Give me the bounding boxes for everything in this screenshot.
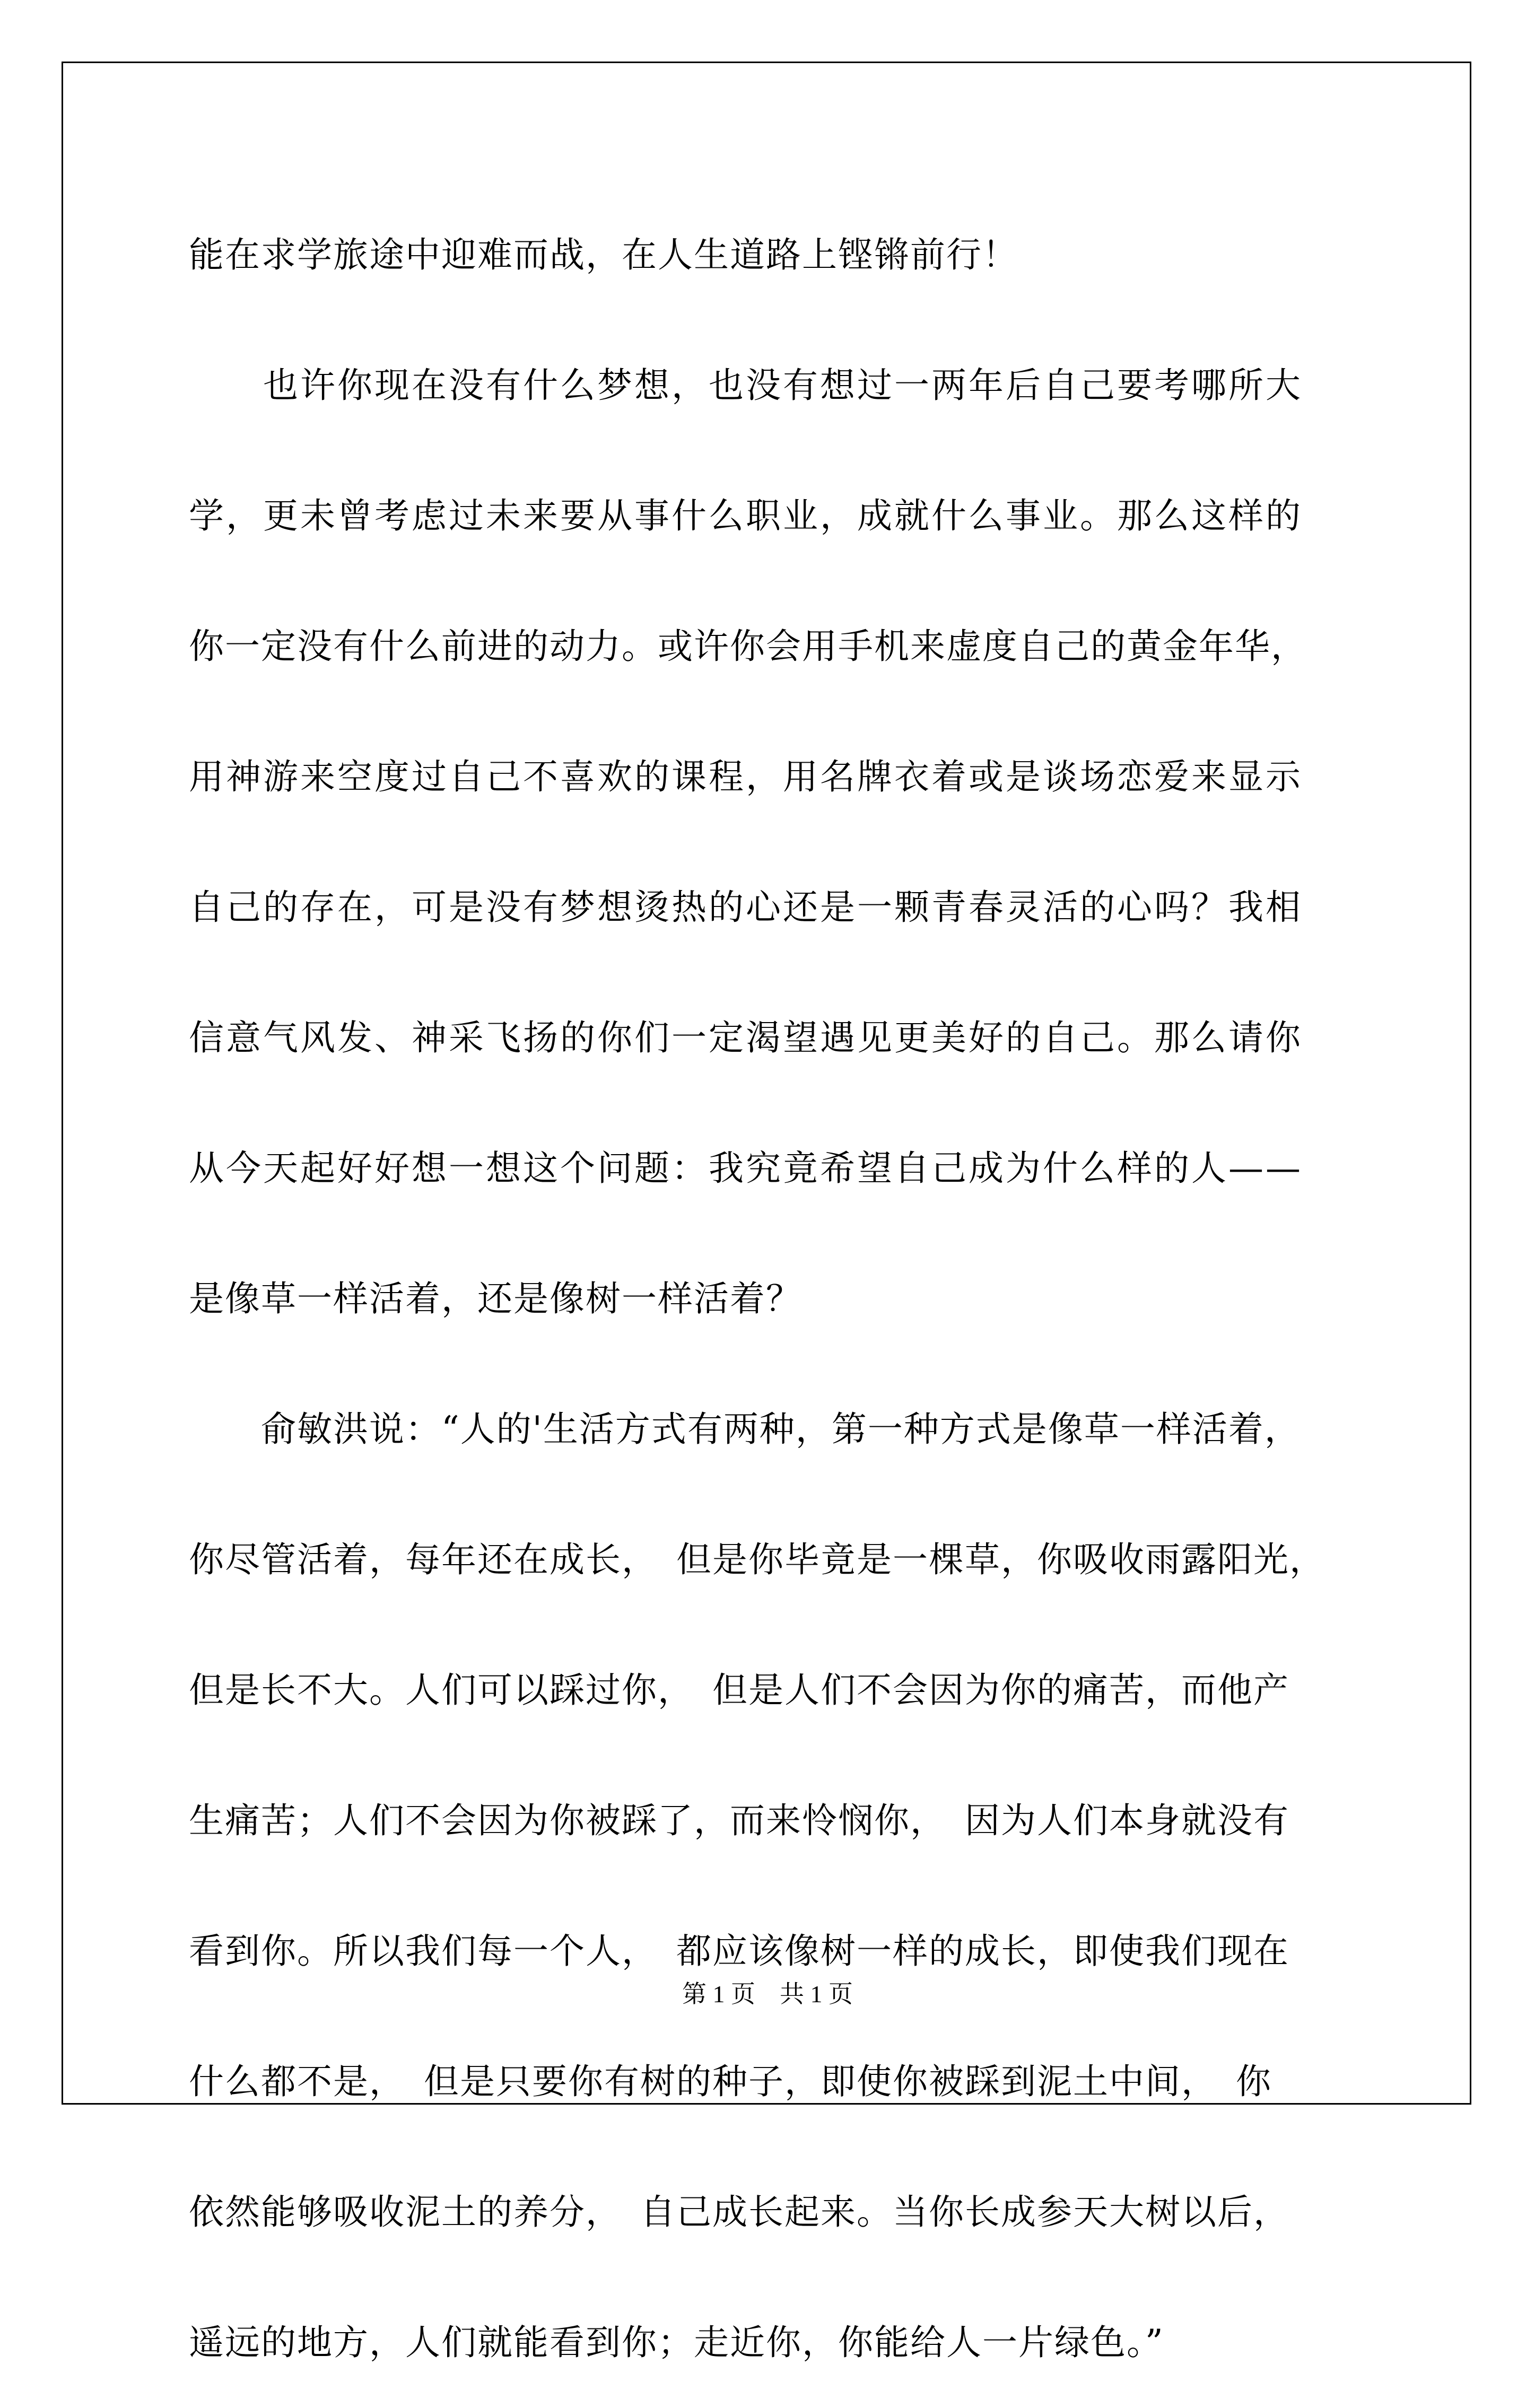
page-number-footer: 第 1 页 共 1 页: [682, 1981, 853, 2008]
text-line: 看到你。所以我们每一个人， 都应该像树一样的成长，即使我们现在: [189, 1931, 1289, 1971]
text-line: 自己的存在，可是没有梦想烫热的心还是一颗青春灵活的心吗？我相: [189, 887, 1303, 928]
text-line: 什么都不是， 但是只要你有树的种子，即使你被踩到泥土中间， 你: [189, 2061, 1272, 2102]
document-body: [189, 190, 1349, 2408]
text-line: 你尽管活着，每年还在成长， 但是你毕竟是一棵草，你吸收雨露阳光，: [189, 1539, 1325, 1580]
text-line: 依然能够吸收泥土的养分， 自己成长起来。当你长成参天大树以后，: [189, 2192, 1289, 2232]
text-line: 能在求学旅途中迎难而战，在人生道路上铿锵前行！: [189, 234, 1018, 275]
text-line: 俞敏洪说：“人的'生活方式有两种，第一种方式是像草一样活着，: [189, 1409, 1301, 1450]
text-line: 用神游来空度过自己不喜欢的课程，用名牌衣着或是谈场恋爱来显示: [189, 756, 1303, 797]
text-line: 生痛苦；人们不会因为你被踩了，而来怜悯你， 因为人们本身就没有: [189, 1800, 1289, 1841]
text-line: 从今天起好好想一想这个问题：我究竟希望自己成为什么样的人——: [189, 1148, 1303, 1189]
text-line: 信意气风发、神采飞扬的你们一定渴望遇见更美好的自己。那么请你: [189, 1017, 1303, 1058]
text-line: 但是长不大。人们可以踩过你， 但是人们不会因为你的痛苦，而他产: [189, 1670, 1289, 1711]
text-line: 学，更未曾考虑过未来要从事什么职业，成就什么事业。那么这样的: [189, 495, 1303, 536]
text-line: 你一定没有什么前进的动力。或许你会用手机来虚度自己的黄金年华，: [189, 626, 1307, 667]
text-line: 也许你现在没有什么梦想，也没有想过一两年后自己要考哪所大: [189, 365, 1303, 406]
text-line: 是像草一样活着，还是像树一样活着？: [189, 1278, 802, 1319]
text-line: 遥远的地方，人们就能看到你；走近你，你能给人一片绿色。”: [189, 2322, 1164, 2363]
